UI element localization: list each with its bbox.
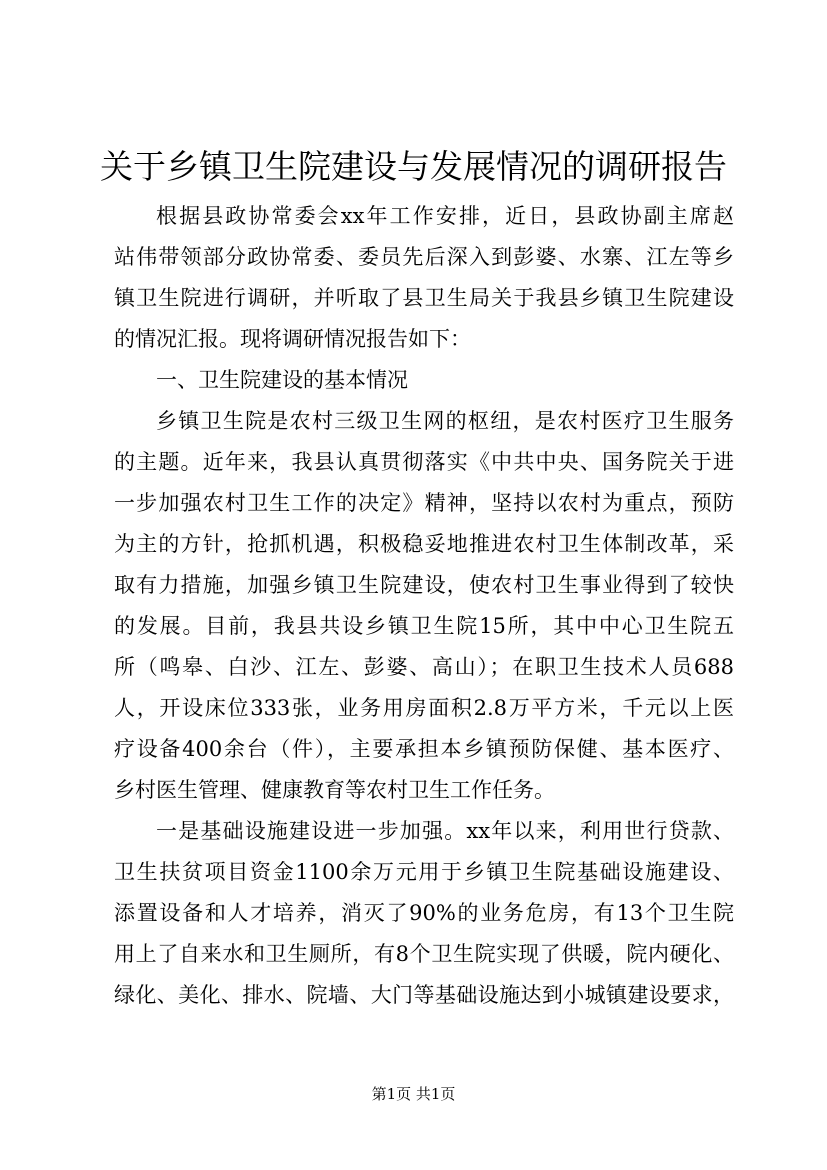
text-line: 站伟带领部分政协常委、委员先后深入到彭婆、水寨、江左等乡: [114, 245, 734, 269]
text-line: 绿化、美化、排水、院墙、大门等基础设施达到小城镇建设要求，: [114, 983, 734, 1007]
text-line: 一、卫生院建设的基本情况: [156, 368, 408, 392]
text-line: 的发展。目前，我县共设乡镇卫生院15所，其中中心卫生院五: [114, 614, 734, 638]
text-line: 一是基础设施建设进一步加强。xx年以来，利用世行贷款、: [156, 819, 734, 843]
text-line: 的主题。近年来，我县认真贯彻落实《中共中央、国务院关于进: [114, 450, 734, 474]
text-line: 疗设备400余台（件），主要承担本乡镇预防保健、基本医疗、: [114, 737, 734, 761]
text-line: 取有力措施，加强乡镇卫生院建设，使农村卫生事业得到了较快: [114, 573, 734, 597]
text-line: 用上了自来水和卫生厕所，有8个卫生院实现了供暖，院内硬化、: [114, 942, 734, 966]
text-line: 镇卫生院进行调研，并听取了县卫生局关于我县乡镇卫生院建设: [114, 286, 734, 310]
text-line: 人，开设床位333张，业务用房面积2.8万平方米，千元以上医: [114, 696, 734, 720]
text-line: 添置设备和人才培养，消灭了90%的业务危房，有13个卫生院: [114, 901, 734, 925]
text-line: 卫生扶贫项目资金1100余万元用于乡镇卫生院基础设施建设、: [114, 860, 734, 884]
text-line: 根据县政协常委会xx年工作安排，近日，县政协副主席赵: [156, 204, 734, 228]
text-line: 的情况汇报。现将调研情况报告如下：: [114, 327, 471, 351]
text-line: 乡镇卫生院是农村三级卫生网的枢纽，是农村医疗卫生服务: [156, 409, 734, 433]
document-body: [114, 196, 734, 1016]
text-line: 乡村医生管理、健康教育等农村卫生工作任务。: [114, 778, 555, 802]
text-line: 一步加强农村卫生工作的决定》精神，坚持以农村为重点，预防: [114, 491, 734, 515]
page-footer: 第1页 共1页: [371, 1085, 456, 1103]
text-line: 所（鸣皋、白沙、江左、彭婆、高山）；在职卫生技术人员688: [114, 655, 734, 679]
document-title: 关于乡镇卫生院建设与发展情况的调研报告: [100, 147, 727, 186]
text-line: 为主的方针，抢抓机遇，积极稳妥地推进农村卫生体制改革，采: [114, 532, 734, 556]
